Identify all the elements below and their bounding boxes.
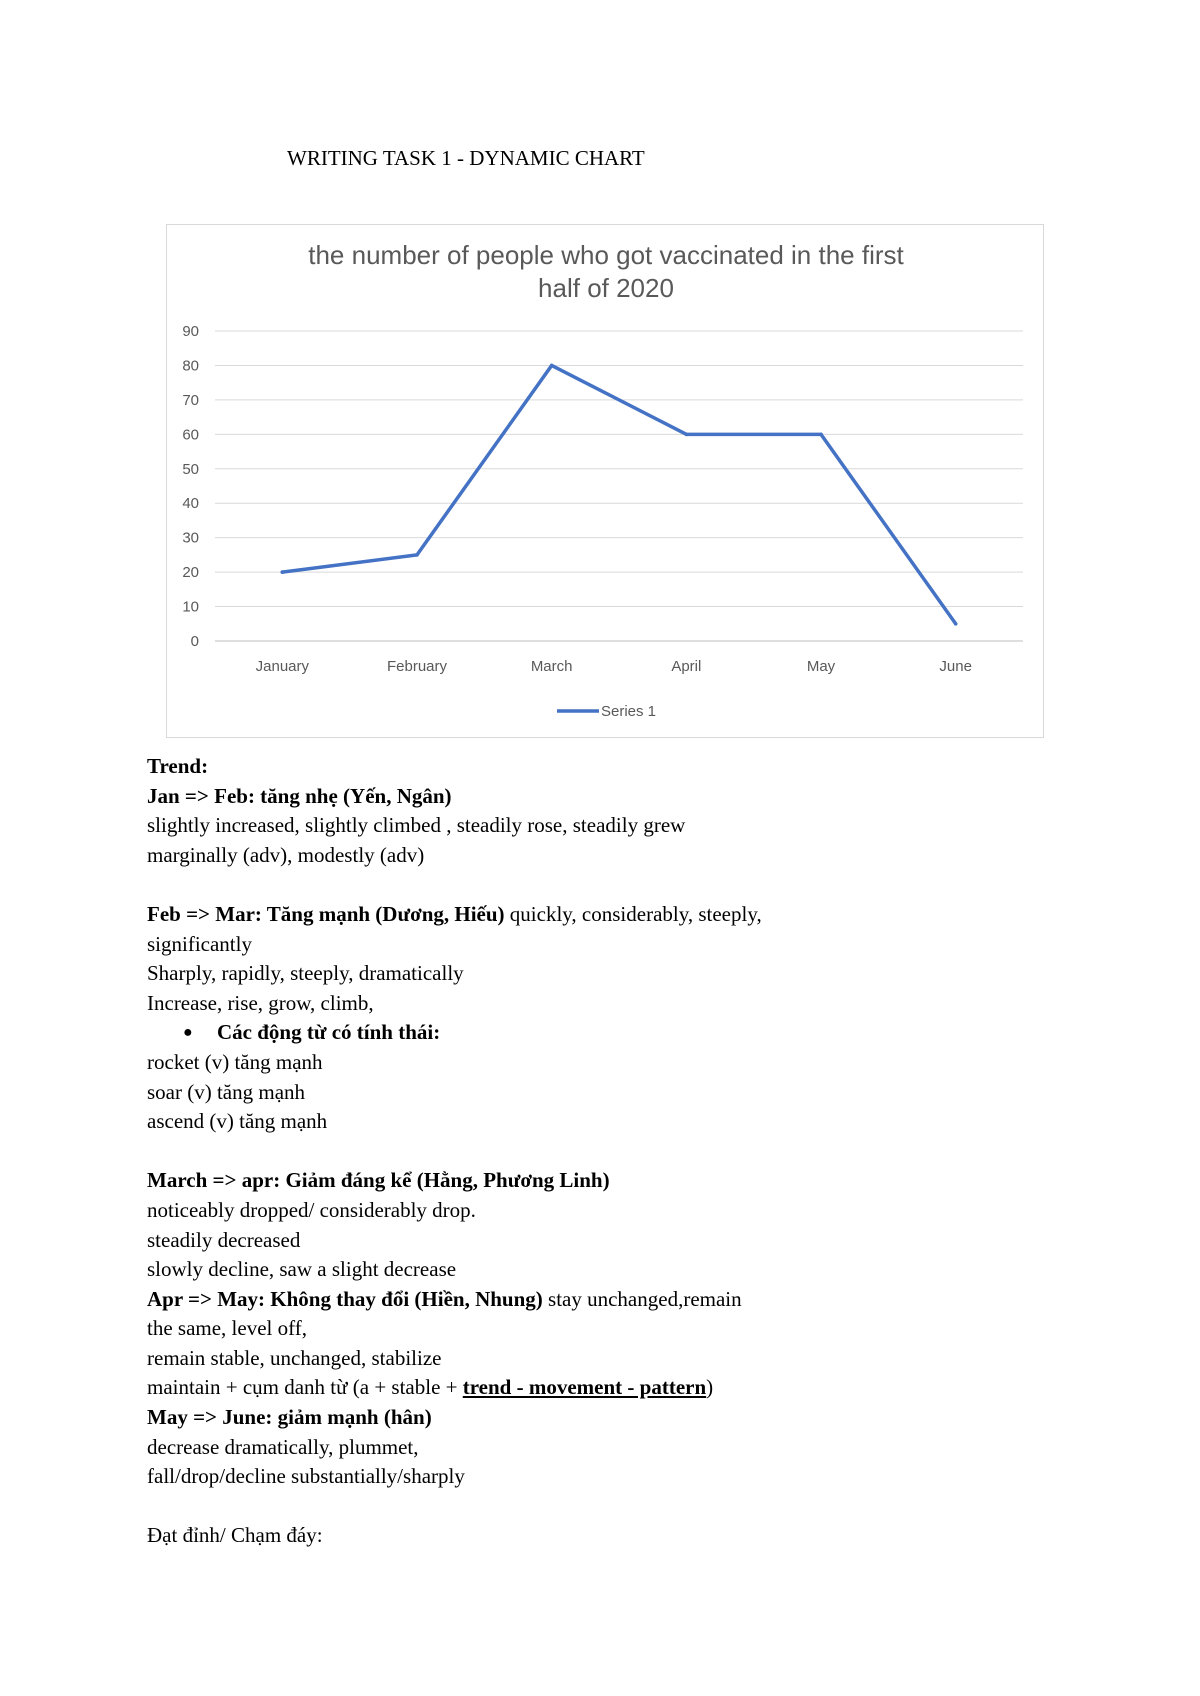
- spacer: [147, 870, 1047, 900]
- x-tick-label: June: [939, 658, 972, 675]
- document-title: WRITING TASK 1 - DYNAMIC CHART: [287, 146, 645, 170]
- y-tick-label: 90: [182, 323, 199, 340]
- rocket-line: rocket (v) tăng mạnh: [147, 1049, 323, 1074]
- apr-may-line-4-post: ): [706, 1375, 714, 1400]
- bullet-modal-verbs: Các động từ có tính thái:: [217, 1020, 441, 1045]
- apr-may-line-4: [147, 1373, 1047, 1403]
- y-tick-label: 70: [182, 391, 199, 409]
- may-jun-line-1: decrease dramatically, plummet,: [147, 1434, 419, 1459]
- apr-may-line-4-underlined: trend - movement - pattern: [462, 1375, 707, 1400]
- feb-mar-line-4: Increase, rise, grow, climb,: [147, 990, 374, 1015]
- apr-may-line-2: the same, level off,: [147, 1316, 307, 1341]
- y-tick-label: 50: [182, 460, 199, 478]
- may-jun-heading: May => June: giảm mạnh (hân): [147, 1405, 432, 1430]
- x-tick-label: April: [671, 658, 702, 675]
- feb-mar-line-2: significantly: [147, 931, 252, 956]
- mar-apr-line-3: slowly decline, saw a slight decrease: [147, 1257, 457, 1282]
- data-point: [415, 553, 419, 557]
- mar-apr-line-1: noticeably dropped/ considerably drop.: [147, 1197, 476, 1222]
- mar-apr-line-2: steadily decreased: [147, 1227, 301, 1252]
- data-point: [281, 570, 285, 574]
- y-tick-label: 20: [182, 564, 199, 582]
- y-tick-label: 10: [182, 598, 199, 616]
- soar-line: soar (v) tăng mạnh: [147, 1079, 306, 1104]
- feb-mar-line-3: Sharply, rapidly, steeply, dramatically: [147, 961, 464, 986]
- x-tick-label: May: [806, 658, 836, 675]
- line-chart: [166, 224, 1044, 738]
- spacer: [147, 1137, 1047, 1167]
- data-point: [819, 433, 823, 437]
- bullet-item: [147, 1018, 1047, 1048]
- x-tick-label: March: [530, 658, 573, 675]
- chart-title-line-1: the number of people who got vaccinated in the first: [308, 240, 904, 270]
- spacer: [147, 1492, 1047, 1522]
- notes-section: [147, 752, 1047, 1551]
- apr-may-line-4-pre: maintain + cụm danh từ (a + stable +: [147, 1375, 463, 1400]
- ascend-line: ascend (v) tăng mạnh: [147, 1109, 328, 1134]
- chart-title-line-2: half of 2020: [538, 273, 674, 303]
- feb-mar-inline: quickly, considerably, steeply,: [504, 901, 762, 926]
- apr-may-heading-line: [147, 1285, 1047, 1315]
- x-tick-label: February: [386, 658, 448, 675]
- mar-apr-heading: March => apr: Giảm đáng kể (Hằng, Phương Linh): [147, 1168, 610, 1193]
- data-point: [685, 433, 689, 437]
- feb-mar-heading: Feb => Mar: Tăng mạnh (Dương, Hiếu): [147, 901, 505, 926]
- jan-feb-line-2: marginally (adv), modestly (adv): [147, 842, 425, 867]
- y-tick-label: 30: [182, 529, 199, 547]
- y-tick-label: 0: [190, 633, 199, 650]
- y-tick-label: 40: [182, 495, 199, 513]
- peak-bottom-line: Đạt đỉnh/ Chạm đáy:: [147, 1523, 323, 1548]
- apr-may-line-3: remain stable, unchanged, stabilize: [147, 1345, 442, 1370]
- feb-mar-heading-line: [147, 900, 1047, 930]
- apr-may-inline: stay unchanged,remain: [542, 1286, 742, 1311]
- y-tick-label: 60: [182, 426, 199, 444]
- trend-heading: Trend:: [147, 754, 209, 778]
- apr-may-heading: Apr => May: Không thay đổi (Hiền, Nhung): [147, 1286, 543, 1311]
- jan-feb-heading: Jan => Feb: tăng nhẹ (Yến, Ngân): [147, 783, 452, 808]
- y-tick-label: 80: [182, 357, 199, 375]
- bullet-dot-icon: ●: [183, 1024, 193, 1042]
- data-point: [550, 364, 554, 368]
- x-tick-label: January: [255, 658, 310, 675]
- series-line: [282, 365, 955, 623]
- may-jun-line-2: fall/drop/decline substantially/sharply: [147, 1464, 465, 1489]
- jan-feb-line-1: slightly increased, slightly climbed , steadily rose, steadily grew: [147, 813, 686, 838]
- legend-label: Series 1: [601, 703, 657, 720]
- chart-plot: [167, 225, 1045, 739]
- data-point: [954, 622, 958, 626]
